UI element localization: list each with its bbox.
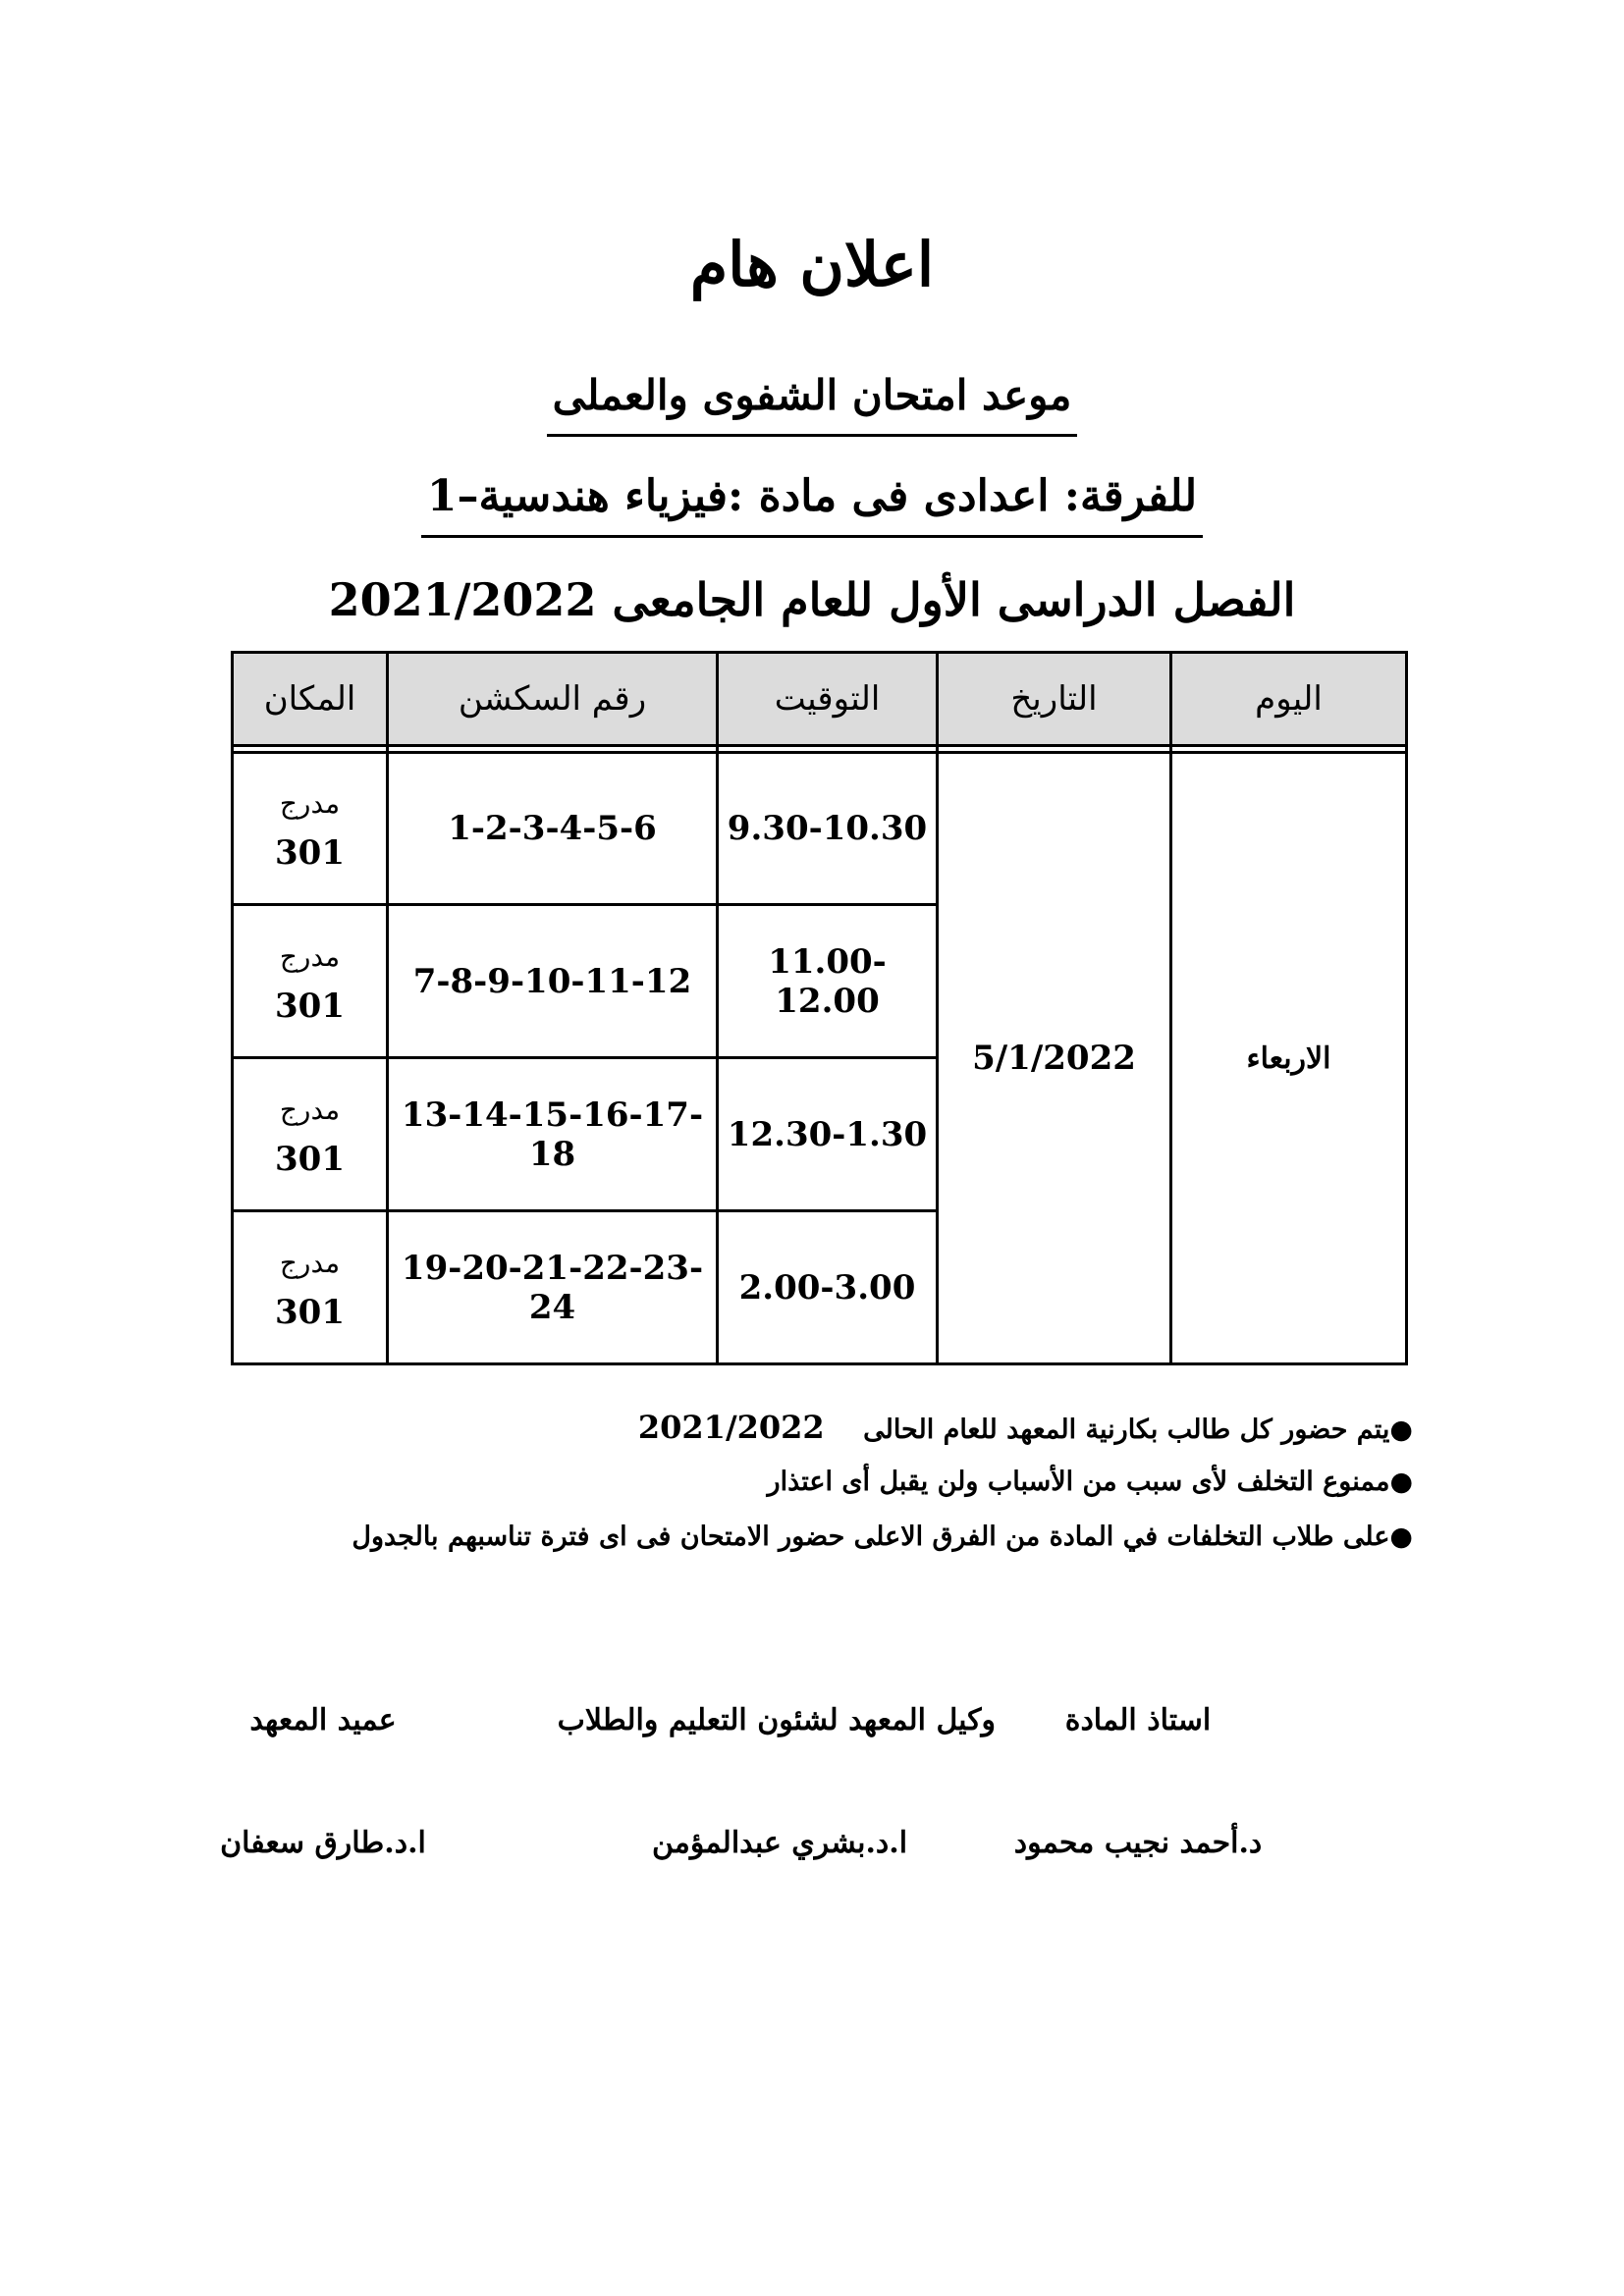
role-vice-dean: وكيل المعهد لشئون التعليم والطلاب: [557, 1703, 996, 1737]
note-text: ●يتم حضور كل طالب بكارنية المعهد للعام الحالى: [863, 1415, 1413, 1445]
header-section: رقم السكشن: [388, 653, 718, 746]
place-number: 301: [275, 833, 345, 873]
day-cell: الاربعاء: [1171, 753, 1407, 1364]
table-row: [233, 753, 1407, 905]
notes-list: [333, 1406, 1413, 1571]
place-label: مدرج: [279, 1093, 341, 1126]
name-dean: ا.د.طارق سعفان: [220, 1826, 426, 1860]
place-number: 301: [275, 1139, 345, 1179]
page-title: اعلان هام: [689, 229, 935, 300]
course-line-text: للفرقة: اعدادى فى مادة :فيزياء هندسية–1: [421, 466, 1203, 538]
table-header-row: [233, 653, 1407, 746]
exam-subtitle: [0, 365, 1624, 437]
place-cell: [233, 1058, 388, 1211]
place-number: 301: [275, 1292, 345, 1332]
note-item: [333, 1406, 1413, 1461]
time-cell: 2.00-3.00: [718, 1211, 938, 1364]
section-cell: 19-20-21-22-23-24: [388, 1211, 718, 1364]
header-time: التوقيت: [718, 653, 938, 746]
role-dean: عميد المعهد: [249, 1703, 397, 1737]
role-course-professor: استاذ المادة: [1064, 1703, 1212, 1737]
place-cell: [233, 905, 388, 1058]
note-item: ●ممنوع التخلف لأى سبب من الأسباب ولن يقبل أى اعتذار: [767, 1467, 1413, 1497]
date-cell: 5/1/2022: [938, 753, 1171, 1364]
section-cell: 13-14-15-16-17-18: [388, 1058, 718, 1211]
name-course-professor: د.أحمد نجيب محمود: [1013, 1826, 1263, 1860]
header-day: اليوم: [1171, 653, 1407, 746]
place-label: مدرج: [279, 939, 341, 973]
name-vice-dean: ا.د.بشري عبدالمؤمن: [651, 1826, 908, 1860]
place-cell: [233, 753, 388, 905]
place-number: 301: [275, 986, 345, 1026]
place-cell: [233, 1211, 388, 1364]
time-cell: 11.00-12.00: [718, 905, 938, 1058]
place-label: مدرج: [279, 1246, 341, 1279]
section-cell: 7-8-9-10-11-12: [388, 905, 718, 1058]
semester-line: الفصل الدراسى الأول للعام الجامعى 2021/2022: [328, 573, 1296, 626]
note-item: ●على طلاب التخلفات في المادة من الفرق الاعلى حضور الامتحان فى اى فترة تناسبهم بالجدول: [352, 1522, 1413, 1552]
header-place: المكان: [233, 653, 388, 746]
note-year: 2021/2022: [637, 1409, 825, 1446]
place-label: مدرج: [279, 787, 341, 820]
schedule-table: [231, 651, 1408, 1365]
header-gap: [233, 746, 1407, 753]
time-cell: 12.30-1.30: [718, 1058, 938, 1211]
section-cell: 1-2-3-4-5-6: [388, 753, 718, 905]
header-date: التاريخ: [938, 653, 1171, 746]
course-line: [0, 466, 1624, 538]
time-cell: 9.30-10.30: [718, 753, 938, 905]
exam-subtitle-text: موعد امتحان الشفوى والعملى: [547, 365, 1078, 437]
